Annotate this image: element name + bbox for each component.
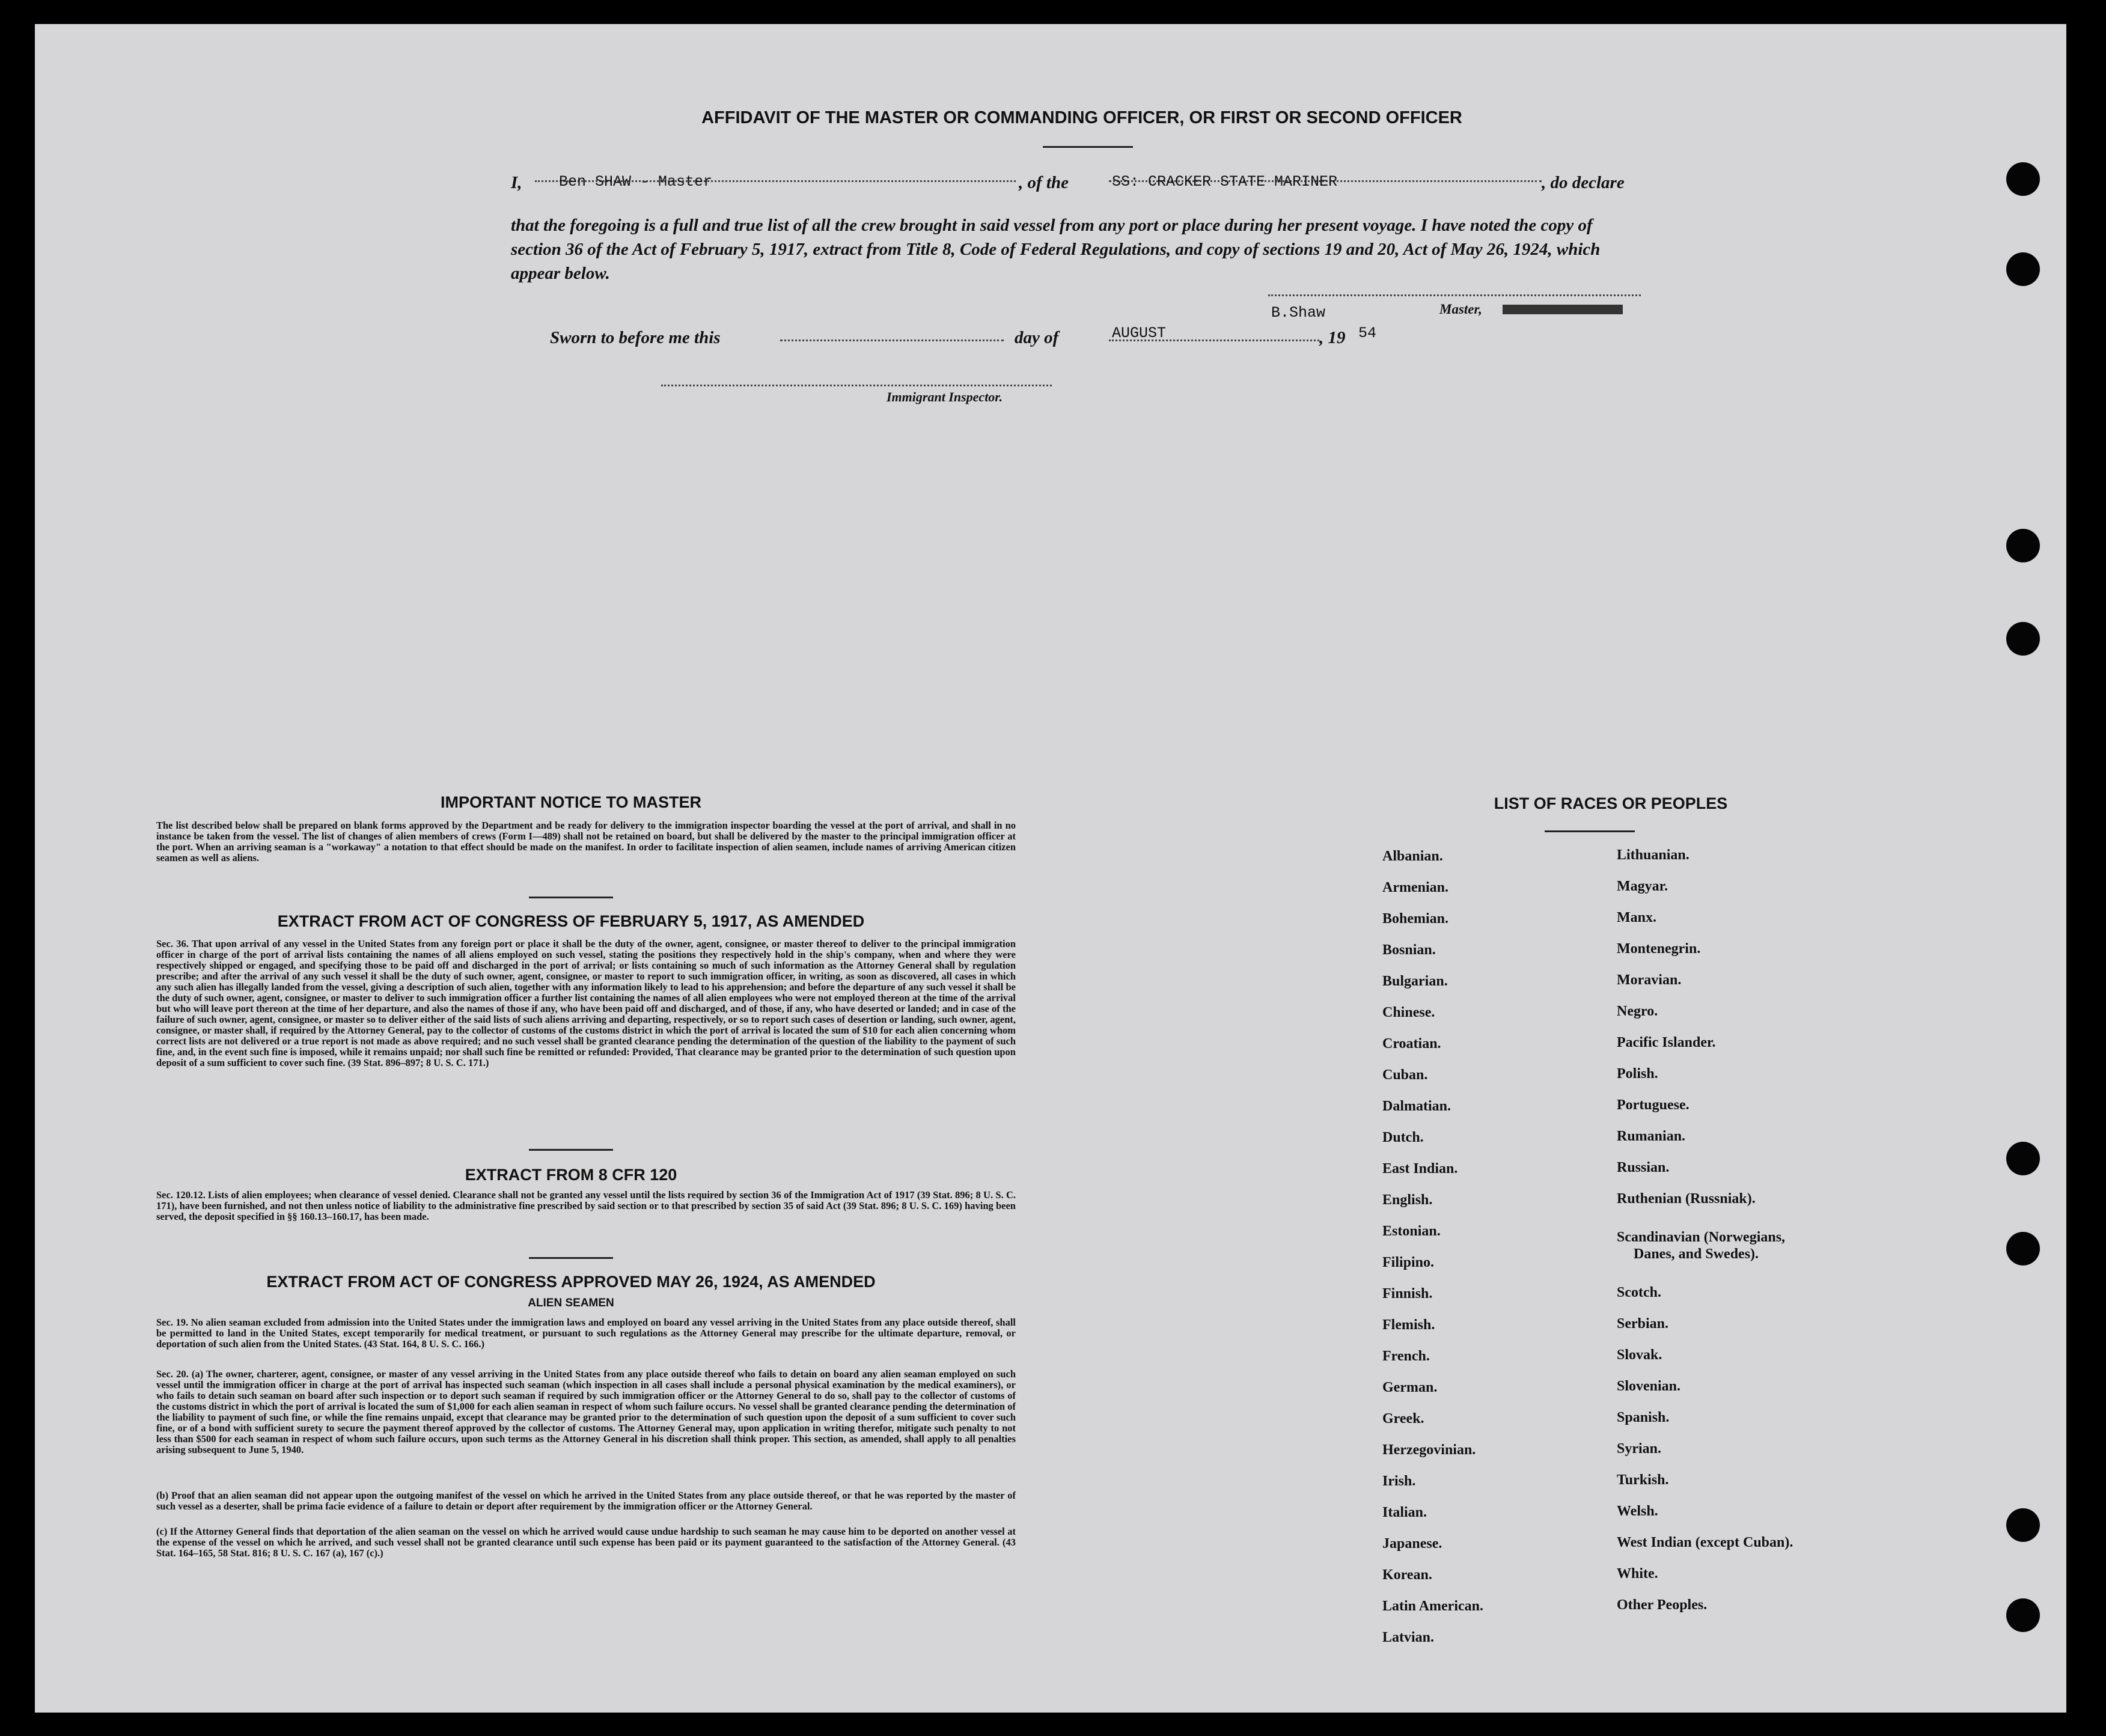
race-item: Dutch. <box>1382 1130 1424 1145</box>
race-item: Irish. <box>1382 1473 1416 1489</box>
race-item: Latin American. <box>1382 1598 1483 1614</box>
race-item: Herzegovinian. <box>1382 1442 1476 1458</box>
race-item: Pacific Islander. <box>1617 1035 1716 1050</box>
extract-1924-title: EXTRACT FROM ACT OF CONGRESS APPROVED MAY 26, 1924, AS AMENDED <box>266 1273 876 1291</box>
race-item: Magyar. <box>1617 879 1668 894</box>
race-item: Turkish. <box>1617 1472 1669 1488</box>
race-item: Other Peoples. <box>1617 1597 1708 1613</box>
race-item: East Indian. <box>1382 1161 1458 1177</box>
race-item: Bosnian. <box>1382 942 1436 958</box>
extract-1917-title: EXTRACT FROM ACT OF CONGRESS OF FEBRUARY 5, 1917, AS AMENDED <box>277 912 865 930</box>
extract-1917-divider <box>529 1149 613 1151</box>
alien-seamen-subtitle: ALIEN SEAMEN <box>528 1297 614 1309</box>
race-item: Italian. <box>1382 1505 1427 1520</box>
extract-1924-sec19: Sec. 19. No alien seaman excluded from admission into the United States under the immigration laws and employed on board any vessel arriving in the United States from any place outside thereof, shall be permitted to land in the United States, except temporarily for medical treatment, or pursuant to such regulations as the Attorney General may prescribe for the ultimate departure, removal, or deportation of such alien from the United States. (43 Stat. 164, 8 U. S. C. 166.) <box>156 1317 1016 1350</box>
race-item: Bohemian. <box>1382 911 1449 927</box>
race-item: Manx. <box>1617 910 1656 925</box>
race-item: Estonian. <box>1382 1223 1441 1239</box>
race-item: Serbian. <box>1617 1316 1669 1332</box>
affidavit-title: AFFIDAVIT OF THE MASTER OR COMMANDING OFFICER, OR FIRST OR SECOND OFFICER <box>701 108 1462 127</box>
race-item: Armenian. <box>1382 880 1448 895</box>
race-item: Ruthenian (Russniak). <box>1617 1191 1756 1207</box>
race-item: Filipino. <box>1382 1255 1435 1270</box>
extract-1924-sec20c: (c) If the Attorney General finds that deportation of the alien seaman on the vessel on which he arrived would cause undue hardship to such seaman he may cause him to be deported on another vessel at the expense of the vessel on which he arrived, and such vessel shall not be granted clearance until such expense has been paid or its payment guaranteed to the satisfaction of the Attorney General. (43 Stat. 164–165, 58 Stat. 816; 8 U. S. C. 167 (a), 167 (c).) <box>156 1526 1016 1559</box>
race-item: Welsh. <box>1617 1503 1658 1519</box>
scan-border-left <box>0 0 36 1736</box>
race-item: Slovenian. <box>1617 1378 1681 1394</box>
master-name-value: Ben SHAW - Master <box>559 173 713 190</box>
notice-divider <box>529 897 613 898</box>
sworn-label: Sworn to before me this <box>550 328 721 347</box>
affidavit-i-label: I, <box>511 173 522 192</box>
races-divider <box>1545 830 1635 832</box>
race-item: Albanian. <box>1382 848 1443 864</box>
race-item: Croatian. <box>1382 1036 1441 1052</box>
day-of-label: day of <box>1015 328 1059 347</box>
binder-hole-icon <box>2006 622 2040 656</box>
notice-text: The list described below shall be prepared on blank forms approved by the Department and be ready for delivery to the immigration inspector boarding the vessel at the port of arrival, and shall in no instance be taken from the vessel. The list of changes of alien members of crews (Form I—489) shall not be retained on board, but shall be delivered by the master to the principal immigration officer at the port. When an arriving seaman is a "workaway" a notation to that effect should be made on the manifest. In order to facilitate inspection of alien seamen, include names of arriving American citizen seamen as well as aliens. <box>156 820 1016 863</box>
affidavit-declaration: that the foregoing is a full and true list of all the crew brought in said vessel from any port or place during her present voyage. I have noted the copy of section 36 of the Act of February 5, 1917, extract from Title 8, Code of Federal Regulations, and copy of sections 19 and 20, Act of May 26, 1924, which appear below. <box>511 216 1601 283</box>
race-item: French. <box>1382 1348 1430 1364</box>
race-item: Greek. <box>1382 1411 1424 1427</box>
race-item: Japanese. <box>1382 1536 1442 1552</box>
race-item: West Indian (except Cuban). <box>1617 1535 1793 1550</box>
title-divider <box>1043 146 1133 148</box>
race-item: English. <box>1382 1192 1433 1208</box>
year-value: 54 <box>1358 324 1377 342</box>
race-item: Lithuanian. <box>1617 847 1689 863</box>
binder-hole-icon <box>2006 252 2040 286</box>
master-signature: B.Shaw <box>1271 304 1326 321</box>
binder-hole-icon <box>2006 1232 2040 1265</box>
sworn-day-line <box>780 340 1004 341</box>
race-item: Danes, and Swedes). <box>1634 1246 1759 1262</box>
extract-cfr-title: EXTRACT FROM 8 CFR 120 <box>465 1166 677 1184</box>
race-item: White. <box>1617 1566 1658 1582</box>
vessel-name-value: SS: CRACKER STATE MARINER <box>1112 173 1338 190</box>
race-item: Slovak. <box>1617 1347 1662 1363</box>
race-item: Latvian. <box>1382 1630 1435 1645</box>
race-item: Korean. <box>1382 1567 1432 1583</box>
extract-1924-sec20a: Sec. 20. (a) The owner, charterer, agent, consignee, or master of any vessel arriving in the United States from any place outside thereof who fails to detain on board any alien seaman employed on such vessel until the immigration officer in charge at the port of arrival has inspected such seaman (which inspection in all cases shall include a personal physical examination by the medical examiners), or who fails to detain such seaman on board after such inspection or to deport such seaman if required by such immigration officer or the Attorney General to do so, shall pay to the collector of customs of the customs district in which the port of arrival is located the sum of $1,000 for each alien seaman in respect of whom such failure occurs. No vessel shall be granted clearance pending the determination of the liability to payment of such fine, or while the fine remains unpaid, except that clearance may be granted prior to the determination of such question upon the deposit of a sum sufficient to cover such fine, or of a bond with sufficient surety to secure the payment thereof approved by the collector of customs. The Attorney General may, upon application in writing therefor, mitigate such penalty to not less than $500 for each seaman in respect of whom such failure occurs, upon such terms as the Attorney General in his discretion shall think proper. This section, as amended, shall apply to all penalties arising subsequent to June 5, 1940. <box>156 1368 1016 1455</box>
binder-hole-icon <box>2006 1142 2040 1175</box>
binder-hole-icon <box>2006 162 2040 196</box>
notice-title: IMPORTANT NOTICE TO MASTER <box>441 793 701 811</box>
race-item: Moravian. <box>1617 972 1682 988</box>
binder-hole-icon <box>2006 1598 2040 1632</box>
race-item: Cuban. <box>1382 1067 1428 1083</box>
year-prefix: , 19 <box>1319 328 1346 347</box>
race-item: Finnish. <box>1382 1286 1433 1302</box>
race-item: Montenegrin. <box>1617 941 1701 957</box>
race-item: Portuguese. <box>1617 1097 1689 1113</box>
race-item: Negro. <box>1617 1004 1658 1019</box>
struck-out-text <box>1503 305 1623 314</box>
master-label: Master, <box>1439 302 1482 317</box>
race-item: Bulgarian. <box>1382 973 1448 989</box>
extract-1924-sec20b: (b) Proof that an alien seaman did not appear upon the outgoing manifest of the vessel on which he arrived in the United States from any place outside thereof, or that he was reported by the master of such vessel as a deserter, shall be prima facie evidence of a failure to detain or deport after requirement by the immigration officer or the Attorney General. <box>156 1490 1016 1512</box>
race-item: Scandinavian (Norwegians, <box>1617 1229 1786 1245</box>
race-item: Chinese. <box>1382 1005 1435 1020</box>
extract-cfr-divider <box>529 1257 613 1259</box>
binder-hole-icon <box>2006 1508 2040 1542</box>
race-item: Scotch. <box>1617 1285 1661 1300</box>
inspector-signature-line <box>661 385 1052 386</box>
sworn-month-value: AUGUST <box>1112 324 1167 342</box>
race-item: Polish. <box>1617 1066 1658 1082</box>
inspector-label: Immigrant Inspector. <box>887 389 1003 404</box>
extract-1917-text: Sec. 36. That upon arrival of any vessel in the United States from any foreign port or place it shall be the duty of the owner, agent, consignee, or master thereof to deliver to the principal immigration officer in charge of the port of arrival lists containing the names of all aliens employed on such vessel, stating the positions they respectively hold in the ship's company, when and where they were respectively shipped or engaged, and specifying those to be paid off and discharged in the port of arrival; or lists containing so much of such information as the Attorney General shall by regulation prescribe; and after the arrival of any such vessel it shall be the duty of such owner, agent, consignee, or master to report to such immigration officer, in writing, as soon as discovered, all cases in which any such alien has illegally landed from the vessel, giving a description of such alien, together with any information likely to lead to his apprehension; and before the departure of any such vessel it shall be the duty of such owner, agent, consignee, or master to deliver to such immigration officer a further list containing the names of all alien employees who were not employed thereon at the time of the arrival but who will leave port thereon at the time of her departure, and also the names of those if any, who have been paid off and discharged, and of those, if any, who have deserted or landed; and in case of the failure of such owner, agent, consignee, or master so to deliver either of the said lists of such aliens arriving and departing, respectively, or so to report such cases of desertion or landing, such owner, agent, consignee, or master shall, if required by the Attorney General, pay to the collector of customs of the customs district in which the port of arrival is located the sum of $10 for each alien concerning whom correct lists are not delivered or a true report is not made as above required; and no such vessel shall be granted clearance pending the determination of the question of the liability to the payment of such fine, and, in the event such fine is imposed, while it remains unpaid; nor shall such fine be remitted or refunded: Provided, That clearance may be granted prior to the determination of such question upon deposit of a sum sufficient to cover such fine. (39 Stat. 896–897; 8 U. S. C. 171.) <box>156 938 1016 1068</box>
extract-cfr-text: Sec. 120.12. Lists of alien employees; when clearance of vessel denied. Clearance shall not be granted any vessel until the lists required by section 36 of the Immigration Act of 1917 (39 Stat. 896; 8 U. S. C. 171), have been furnished, and not then unless notice of liability to the administrative fine prescribed by said section or to that prescribed by section 35 of said Act (39 Stat. 896; 8 U. S. C. 169) having been served, the deposit specified in §§ 160.13–160.17, has been made. <box>156 1189 1016 1222</box>
race-item: Russian. <box>1617 1160 1670 1175</box>
race-item: Rumanian. <box>1617 1128 1686 1144</box>
do-declare-label: , do declare <box>1542 173 1625 192</box>
races-title: LIST OF RACES OR PEOPLES <box>1494 794 1728 812</box>
race-item: Syrian. <box>1617 1441 1662 1457</box>
signature-line <box>1268 294 1641 296</box>
race-item: Flemish. <box>1382 1317 1435 1333</box>
race-item: German. <box>1382 1380 1438 1395</box>
of-the-label: , of the <box>1019 173 1069 192</box>
race-item: Spanish. <box>1617 1410 1670 1425</box>
race-item: Dalmatian. <box>1382 1098 1451 1114</box>
binder-hole-icon <box>2006 529 2040 562</box>
